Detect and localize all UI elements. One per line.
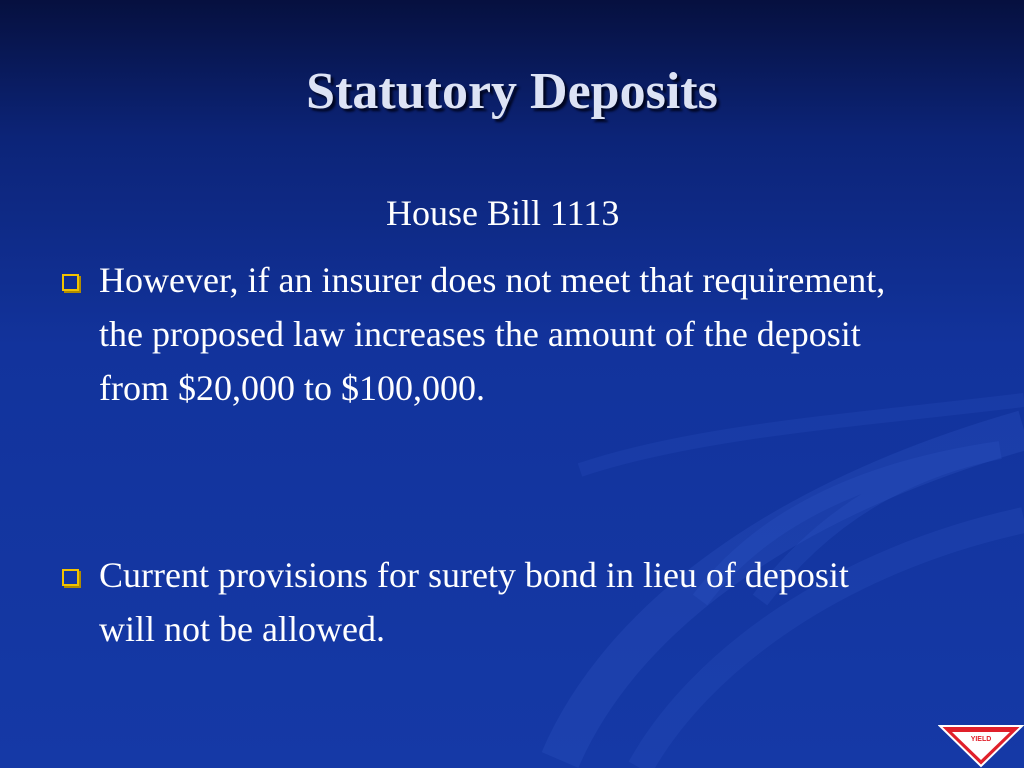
slide-subtitle: House Bill 1113 — [386, 193, 620, 233]
bullet-text: Current provisions for surety bond in lieu of deposit will not be allowed. — [99, 555, 849, 649]
slide-title: Statutory Deposits — [306, 63, 718, 120]
bullet-item — [62, 253, 912, 415]
bullet-item — [62, 548, 912, 656]
hollow-square-bullet-icon — [62, 274, 79, 291]
hollow-square-bullet-icon — [62, 569, 79, 586]
yield-logo-text: YIELD — [970, 736, 992, 743]
bullet-text: However, if an insurer does not meet that requirement, the proposed law increases the amount of the deposit from $20,000 to $100,000. — [99, 260, 886, 408]
yield-sign-icon — [938, 724, 1024, 768]
